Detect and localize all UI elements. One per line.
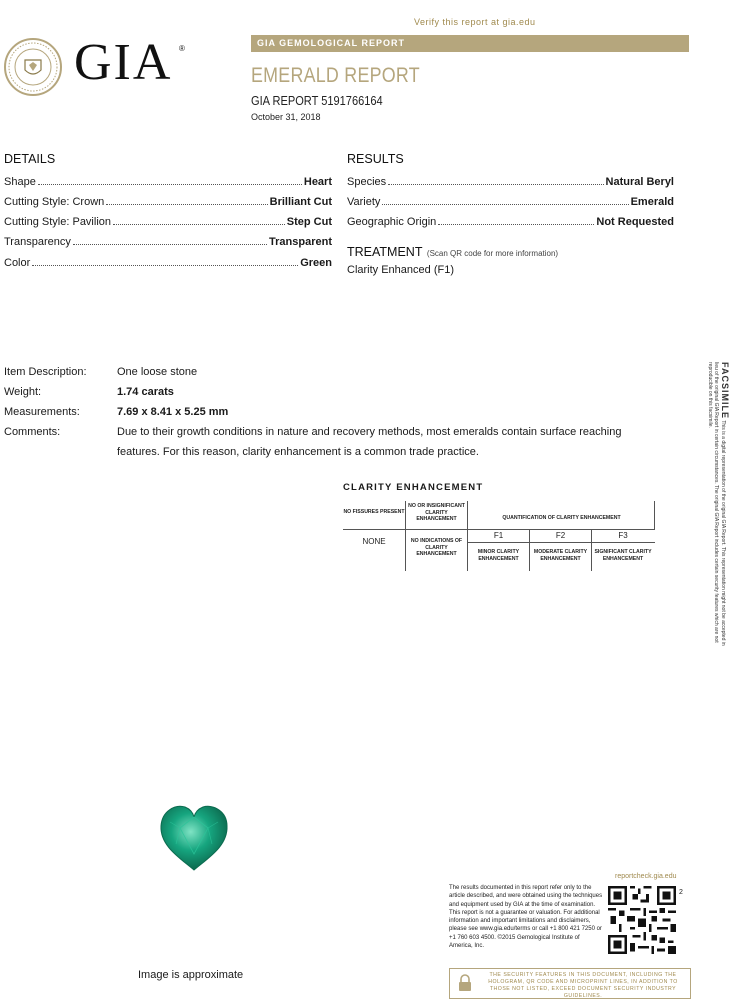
gia-seal-icon — [4, 38, 62, 96]
image-caption: Image is approximate — [138, 969, 244, 981]
treatment-heading — [347, 243, 558, 261]
banner-text: GIA GEMOLOGICAL REPORT — [257, 38, 406, 48]
results-row — [347, 192, 674, 208]
qr-code-icon[interactable] — [608, 886, 676, 954]
details-label: Cutting Style: Crown — [4, 196, 105, 208]
gia-seal — [4, 38, 62, 96]
results-value: Emerald — [630, 196, 674, 208]
comments-label: Comments: — [4, 426, 61, 438]
weight-label: Weight: — [4, 386, 42, 398]
details-label: Shape — [4, 176, 36, 188]
registered-mark: ® — [179, 44, 185, 53]
clarity-quant-header: QUANTIFICATION OF CLARITY ENHANCEMENT — [502, 515, 621, 521]
details-row — [4, 192, 332, 208]
clarity-grade-desc: SIGNIFICANT CLARITY ENHANCEMENT — [594, 549, 652, 562]
treatment-title: TREATMENT — [347, 245, 423, 259]
clarity-grade-desc: MODERATE CLARITY ENHANCEMENT — [533, 549, 588, 562]
measurements-label: Measurements: — [4, 406, 80, 418]
disclaimer-text: The results documented in this report refer only to the article described, and were obtained using the techniques and equipment used by GIA at the time of examination. This report is not a guarantee or valuation. For additional information and important limitations and disclaimers, please see www.gia.edu/terms or call +1 800 421 7250 or +1 760 603 4500. ©2015 Gemological Institute of America, Inc. — [449, 885, 603, 950]
clarity-title: CLARITY ENHANCEMENT — [343, 482, 484, 493]
details-label: Cutting Style: Pavilion — [4, 216, 111, 228]
clarity-grade-desc: MINOR CLARITY ENHANCEMENT — [477, 549, 520, 562]
facsimile-text: This is a digital representation of the original GIA Report. This representation might not be accepted in lieu of the original GIA Report in certain circumstances. The original GIA Report includes certain security features which are not reproducible on this facsimile. — [707, 362, 726, 646]
results-title: RESULTS — [347, 152, 404, 166]
report-number: GIA REPORT 5191766164 — [251, 93, 383, 108]
details-value: Heart — [303, 176, 332, 188]
comments-line: features. For this reason, clarity enhancement is a common trade practice. — [117, 446, 479, 458]
results-row — [347, 212, 674, 228]
qr-number: 2 — [679, 889, 683, 896]
results-value: Not Requested — [596, 216, 674, 228]
details-value: Step Cut — [286, 216, 332, 228]
clarity-grade-code: F2 — [555, 531, 566, 540]
report-banner — [251, 35, 689, 52]
details-label: Color — [4, 257, 31, 269]
clarity-table — [343, 501, 655, 571]
details-row — [4, 212, 332, 228]
report-title: EMERALD REPORT — [251, 64, 420, 87]
weight-value: 1.74 carats — [117, 386, 174, 398]
report-date: October 31, 2018 — [251, 112, 321, 122]
clarity-grade-code: F1 — [493, 531, 504, 540]
details-value: Green — [300, 257, 332, 269]
results-label: Variety — [347, 196, 381, 208]
reportcheck-link[interactable]: reportcheck.gia.edu — [615, 873, 677, 880]
security-text: THE SECURITY FEATURES IN THIS DOCUMENT, INCLUDING THE HOLOGRAM, QR CODE AND MICROPRINT LINES, IN ADDITION TO THOSE NOT LISTED, EXCEED DOCUMENT SECURITY INDUSTRY GUIDELINES. — [488, 972, 678, 999]
details-title: DETAILS — [4, 152, 56, 166]
item-value: One loose stone — [117, 366, 198, 378]
security-notice — [449, 968, 691, 999]
results-label: Geographic Origin — [347, 216, 437, 228]
results-row — [347, 172, 674, 188]
clarity-no-indications: NO INDICATIONS OF CLARITY ENHANCEMENT — [410, 538, 463, 557]
gia-logo: GIA — [74, 34, 173, 91]
lock-icon — [457, 974, 473, 992]
results-value: Natural Beryl — [605, 176, 674, 188]
heart-emerald-icon — [158, 802, 230, 872]
clarity-none-value: NONE — [362, 537, 386, 546]
comments-line: Due to their growth conditions in nature and recovery methods, most emeralds contain surface reaching — [117, 426, 622, 438]
clarity-grade-code: F3 — [618, 531, 628, 540]
treatment-value: Clarity Enhanced (F1) — [347, 264, 454, 276]
details-value: Transparent — [269, 236, 332, 248]
item-description-block — [0, 366, 700, 466]
results-label: Species — [347, 176, 387, 188]
item-label: Item Description: — [4, 366, 87, 378]
measurements-value: 7.69 x 8.41 x 5.25 mm — [117, 406, 229, 418]
emerald-image — [158, 802, 230, 872]
verify-link[interactable]: Verify this report at gia.edu — [414, 17, 536, 27]
facsimile-title: FACSIMILE — [720, 362, 730, 420]
clarity-col-header: NO OR INSIGNIFICANT CLARITY ENHANCEMENT — [408, 503, 465, 522]
details-row — [4, 172, 332, 188]
qr-code[interactable] — [608, 886, 676, 954]
details-row — [4, 232, 332, 248]
details-row — [4, 253, 332, 269]
clarity-col-header: NO FISSURES PRESENT — [343, 509, 405, 515]
facsimile-notice — [700, 362, 728, 652]
details-value: Brilliant Cut — [269, 196, 332, 208]
details-label: Transparency — [4, 236, 71, 248]
treatment-note: (Scan QR code for more information) — [426, 249, 559, 258]
